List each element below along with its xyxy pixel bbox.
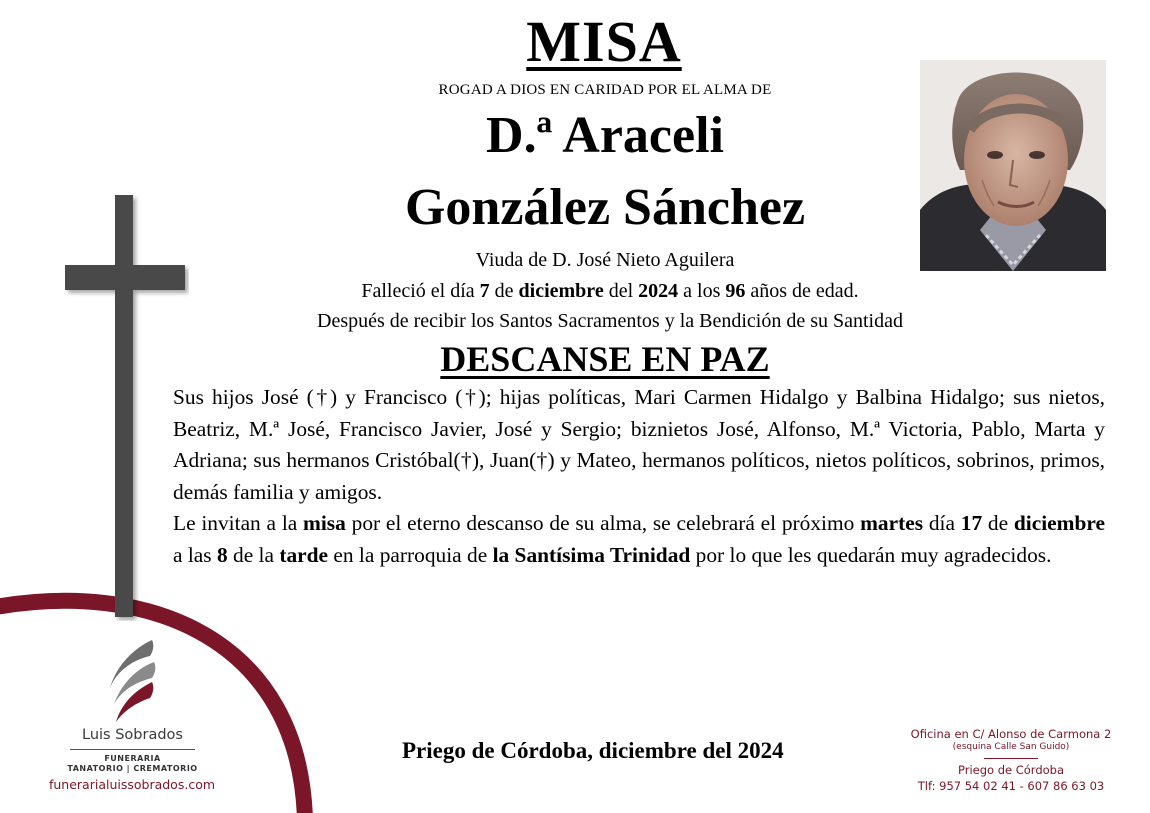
death-year: 2024 [638, 280, 679, 302]
death-month: diciembre [518, 280, 604, 302]
deceased-name-first: D.ª Araceli [486, 107, 724, 164]
death-text: a los [678, 280, 726, 302]
invite-text: Le invitan a la [173, 511, 304, 535]
invite-text: por lo que les quedarán muy agradecidos. [690, 542, 1052, 567]
invite-bold: tarde [279, 542, 329, 567]
office-divider [984, 758, 1038, 759]
office-city: Priego de Córdoba [957, 763, 1065, 777]
invite-text: de la [227, 542, 280, 567]
funeral-home-name: Luis Sobrados [82, 727, 183, 743]
invite-text: en la parroquia de [328, 542, 493, 567]
invite-bold: martes [860, 511, 924, 535]
invite-text: día [923, 511, 961, 535]
death-line [150, 280, 1070, 303]
brand-divider [70, 749, 195, 750]
death-text: años de edad. [745, 280, 859, 302]
invite-text: de [982, 511, 1014, 535]
invitation-paragraph [173, 508, 1105, 571]
rest-in-peace-heading: DESCANSE EN PAZ [440, 339, 770, 379]
funeral-home-logo-icon [104, 638, 160, 724]
invite-bold: 17 [960, 511, 983, 535]
invite-bold: 8 [216, 542, 228, 567]
death-text: Falleció el día [361, 280, 480, 302]
portrait-image [920, 60, 1106, 271]
obituary-body [173, 382, 1105, 571]
office-address-detail: (esquina Calle San Guido) [952, 742, 1070, 752]
death-day: 7 [479, 280, 490, 302]
funeral-home-services: TANATORIO | CREMATORIO [67, 764, 198, 773]
funeral-home-type: FUNERARIA [104, 754, 161, 763]
death-age: 96 [725, 280, 746, 302]
office-phones[interactable]: Tlf: 957 54 02 41 - 607 86 63 03 [917, 779, 1105, 793]
family-paragraph: Sus hijos José (†) y Francisco (†); hijas políticas, Mari Carmen Hidalgo y Balbina Hidalgo; sus nietos, Beatriz, M.ª José, Francisco Javier, José y Sergio; biznietos José, Alfonso, M.ª Victoria, Pablo, Marta y Adriana; sus hermanos Cristóbal(†), Juan(†) y Mateo, hermanos políticos, nietos políticos, sobrinos, primos, demás familia y amigos. [173, 385, 1105, 504]
place-date: Priego de Córdoba, diciembre del 2024 [402, 738, 784, 763]
death-text: del [603, 280, 639, 302]
invite-bold: diciembre [1013, 511, 1105, 535]
widow-line: Viuda de D. José Nieto Aguilera [475, 249, 735, 271]
page-title: MISA [526, 9, 682, 74]
rogad-text: ROGAD A DIOS EN CARIDAD POR EL ALMA DE [438, 82, 772, 98]
sacraments-line: Después de recibir los Santos Sacramentos y la Bendición de su Santidad [317, 310, 903, 332]
invite-bold: misa [303, 511, 346, 535]
cross-icon [65, 195, 189, 621]
office-address: Oficina en C/ Alonso de Carmona 2 [910, 727, 1112, 741]
death-text: de [489, 280, 519, 302]
funeral-home-website-link[interactable]: funerarialuissobrados.com [48, 777, 216, 792]
deceased-photo [920, 60, 1106, 271]
invite-bold: la Santísima Trinidad [492, 542, 691, 567]
deceased-name-surnames: González Sánchez [404, 179, 806, 236]
invite-text: por el eterno descanso de su alma, se celebrará el próximo [345, 511, 861, 535]
office-contact [880, 727, 1142, 793]
invite-text: a las [173, 542, 217, 567]
